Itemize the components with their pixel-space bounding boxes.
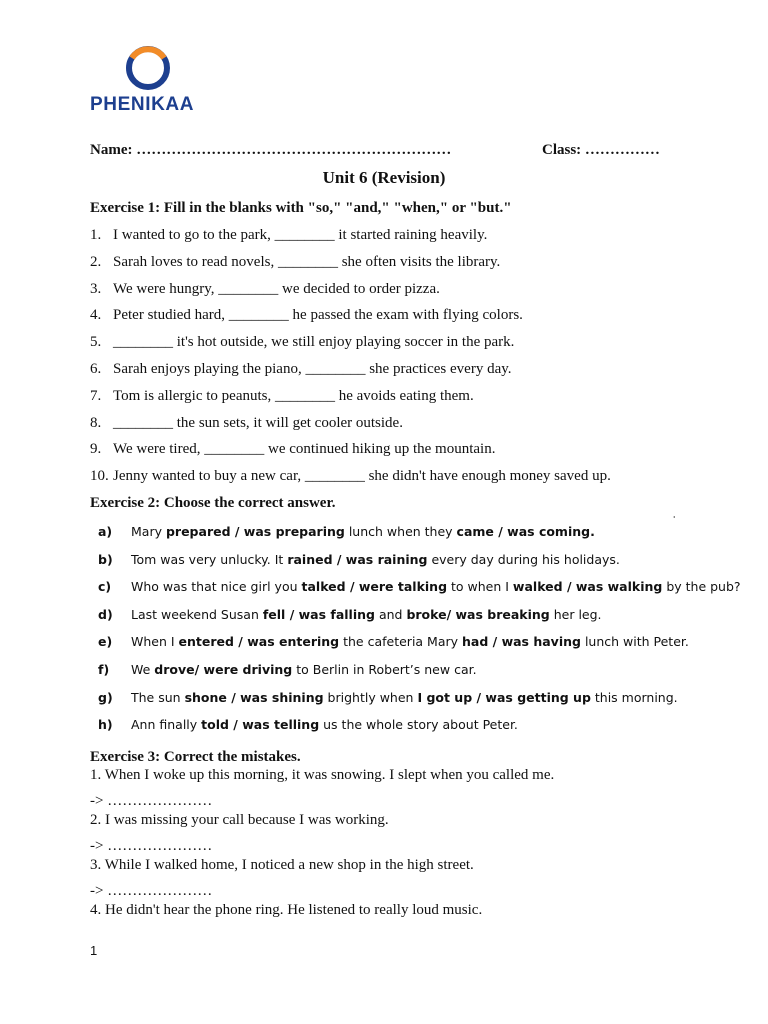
item-sentence — [131, 662, 477, 678]
exercise2-heading: Exercise 2: Choose the correct answer. — [90, 495, 336, 511]
item-number: 4. — [90, 307, 102, 324]
sentence-text: and — [374, 606, 407, 622]
exercise3-heading: Exercise 3: Correct the mistakes. — [90, 749, 301, 765]
item-label: a) — [98, 524, 113, 539]
sentence-text: to Berlin in Robert’s new car. — [292, 662, 477, 677]
phenikaa-logo — [88, 42, 214, 118]
answer-choice: broke/ was breaking — [406, 606, 550, 622]
item-label: f) — [98, 662, 110, 677]
item-label: b) — [98, 551, 113, 567]
exercise3-sentence: 1. When I woke up this morning, it was snowing. I slept when you called me. — [90, 767, 555, 783]
item-text: ________ the sun sets, it will get cooler outside. — [113, 414, 403, 431]
sentence-text: lunch with Peter. — [580, 634, 689, 650]
sentence-text: her leg. — [549, 606, 602, 622]
item-text: Jenny wanted to buy a new car, ________ she didn't have enough money saved up. — [113, 468, 611, 485]
item-sentence — [131, 552, 620, 568]
answer-choice: entered / was entering — [178, 634, 340, 650]
name-dots: ……………………………………………………… — [136, 142, 452, 158]
sentence-text: We — [131, 662, 155, 677]
answer-choice: came / was coming. — [456, 524, 595, 539]
sentence-text: The sun — [131, 689, 185, 705]
exercise1-list — [90, 226, 690, 496]
item-sentence — [131, 717, 518, 733]
sentence-text: by the pub? — [662, 579, 741, 595]
item-number: 10. — [90, 468, 109, 485]
item-sentence — [131, 634, 689, 650]
sentence-text: Tom was very unlucky. It — [131, 551, 288, 567]
item-text: We were tired, ________ we continued hiking up the mountain. — [113, 441, 496, 458]
item-number: 7. — [90, 387, 102, 404]
sentence-text: brightly when — [323, 689, 418, 705]
sentence-text: When I — [131, 634, 179, 650]
item-label: d) — [98, 606, 113, 622]
answer-choice: drove/ were driving — [154, 662, 293, 677]
sentence-text: Ann finally — [131, 717, 202, 733]
class-field — [542, 141, 660, 159]
answer-choice: prepared / was preparing — [165, 524, 345, 539]
item-number: 9. — [90, 441, 102, 458]
class-dots: …………… — [584, 142, 660, 158]
item-label: g) — [98, 689, 113, 705]
answer-choice: told / was telling — [201, 717, 320, 733]
item-text: ________ it's hot outside, we still enjoy playing soccer in the park. — [113, 334, 515, 351]
exercise1-heading: Exercise 1: Fill in the blanks with "so," "and," "when," or "but." — [90, 200, 512, 216]
name-field — [90, 141, 451, 159]
answer-choice: talked / were talking — [301, 579, 448, 595]
item-number: 8. — [90, 414, 102, 431]
sentence-text: Last weekend Susan — [131, 606, 263, 622]
item-number: 5. — [90, 334, 102, 351]
item-text: Sarah enjoys playing the piano, ________ she practices every day. — [113, 361, 512, 377]
item-number: 3. — [90, 280, 102, 297]
answer-choice: had / was having — [462, 634, 581, 650]
item-label: e) — [98, 634, 113, 650]
class-label: Class: — [542, 142, 582, 158]
item-text: Tom is allergic to peanuts, ________ he avoids eating them. — [113, 387, 474, 404]
exercise3-list — [90, 766, 690, 936]
sentence-text: this morning. — [590, 689, 678, 705]
item-sentence — [131, 607, 602, 623]
sentence-text: us the whole story about Peter. — [319, 717, 518, 733]
page-title: Unit 6 (Revision) — [322, 168, 446, 187]
answer-choice: shone / was shining — [184, 689, 324, 705]
name-label: Name: — [90, 142, 133, 158]
answer-line: -> ………………… — [90, 793, 213, 809]
item-text: Peter studied hard, ________ he passed the exam with flying colors. — [113, 307, 523, 324]
exercise3-sentence: 3. While I walked home, I noticed a new shop in the high street. — [90, 857, 474, 873]
exercise3-sentence: 2. I was missing your call because I was working. — [90, 812, 389, 828]
exercise2-list — [98, 524, 741, 744]
item-number: 6. — [90, 361, 102, 377]
answer-choice: walked / was walking — [512, 579, 663, 595]
answer-line: -> ………………… — [90, 838, 213, 854]
item-sentence — [131, 524, 595, 540]
page-number: 1 — [90, 943, 98, 958]
logo-text: PHENIKAA — [90, 94, 195, 115]
sentence-text: to when I — [447, 579, 513, 595]
sentence-text: lunch when they — [344, 524, 457, 539]
logo-emblem-icon — [88, 42, 214, 94]
stray-mark: ˈ — [672, 513, 677, 528]
item-number: 2. — [90, 253, 102, 270]
item-sentence — [131, 579, 741, 595]
item-text: Sarah loves to read novels, ________ she often visits the library. — [113, 253, 501, 270]
item-sentence — [131, 690, 678, 706]
item-label: c) — [98, 579, 112, 595]
answer-choice: fell / was falling — [262, 606, 375, 622]
item-number: 1. — [90, 227, 102, 243]
item-text: We were hungry, ________ we decided to order pizza. — [113, 280, 440, 297]
sentence-text: the cafeteria Mary — [339, 634, 463, 650]
answer-choice: I got up / was getting up — [417, 689, 591, 705]
sentence-text: every day during his holidays. — [427, 551, 620, 567]
answer-choice: rained / was raining — [287, 551, 428, 567]
exercise3-sentence: 4. He didn't hear the phone ring. He listened to really loud music. — [90, 902, 483, 918]
sentence-text: Who was that nice girl you — [131, 579, 302, 595]
answer-line: -> ………………… — [90, 883, 213, 899]
item-text: I wanted to go to the park, ________ it started raining heavily. — [113, 227, 488, 243]
sentence-text: Mary — [131, 524, 166, 539]
item-label: h) — [98, 717, 113, 733]
